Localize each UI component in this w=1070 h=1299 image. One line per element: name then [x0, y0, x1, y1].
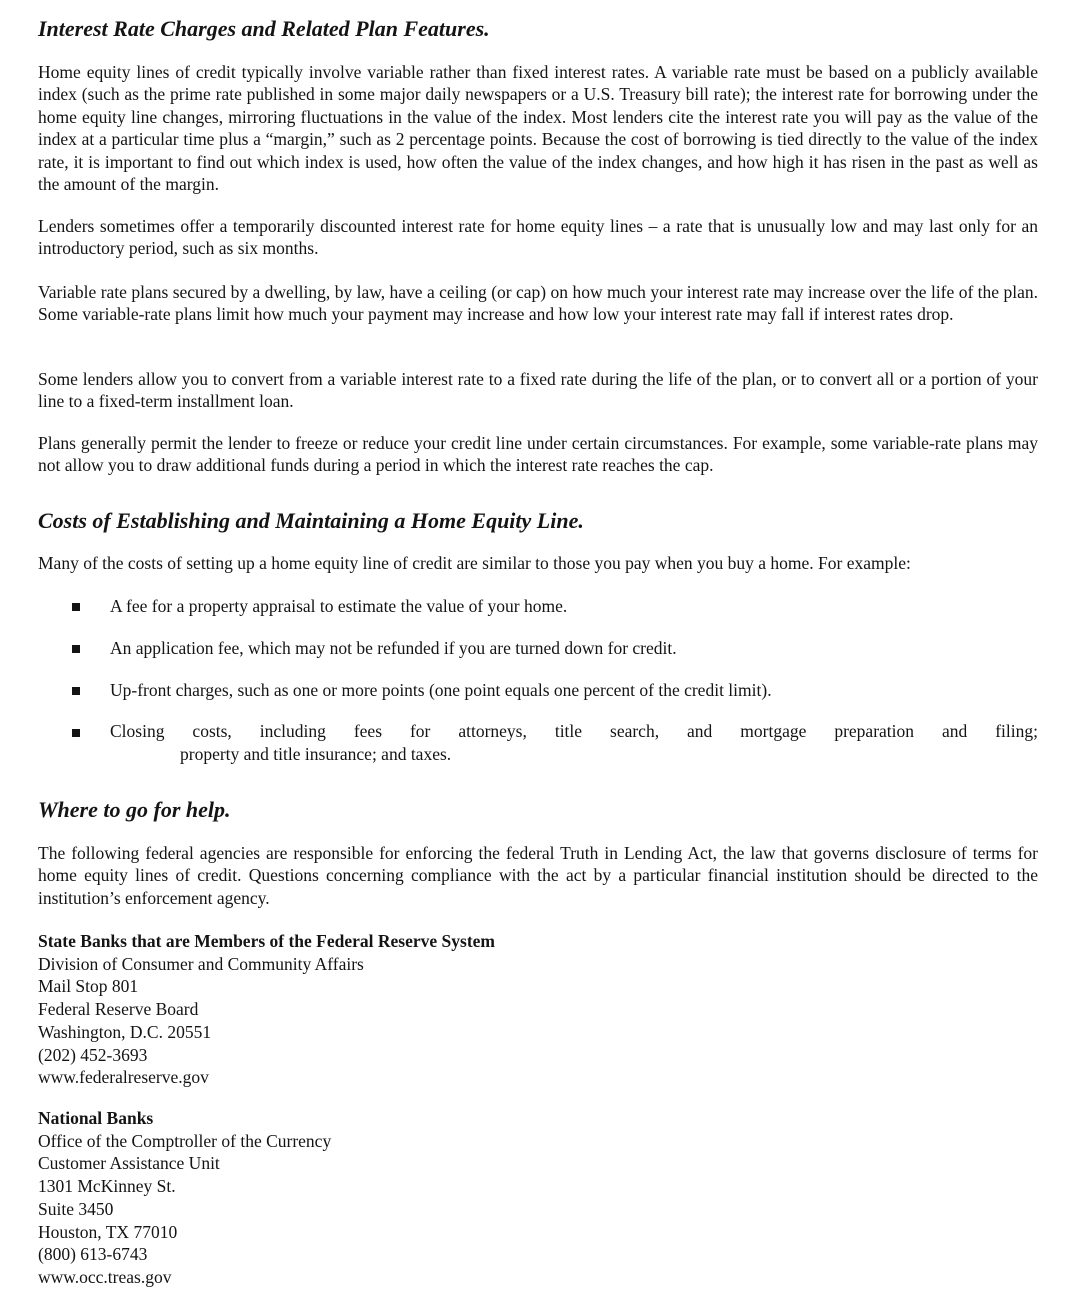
agency-website: www.federalreserve.gov — [38, 1067, 209, 1088]
closing-costs-line-1: Closing costs, including fees for attorneys, title search, and mortgage preparation and filing; — [110, 721, 1038, 741]
agency-federal-reserve — [38, 930, 495, 1089]
bullet-application-fee: An application fee, which may not be refunded if you are turned down for credit. — [110, 638, 677, 658]
costs-intro: Many of the costs of setting up a home equity line of credit are similar to those you pay when you buy a home. For example: — [38, 553, 911, 573]
bullet-marker — [72, 603, 80, 611]
agency-line: Suite 3450 — [38, 1198, 114, 1219]
section-title-interest-rate: Interest Rate Charges and Related Plan Features. — [38, 16, 490, 41]
section-title-costs: Costs of Establishing and Maintaining a Home Equity Line. — [38, 508, 584, 533]
bullet-marker — [72, 645, 80, 653]
bullet-marker — [72, 729, 80, 737]
bullet-closing-costs — [110, 720, 1038, 766]
agency-website: www.occ.treas.gov — [38, 1266, 172, 1287]
agency-line: Office of the Comptroller of the Currency — [38, 1130, 332, 1151]
paragraph-convert-rate: Some lenders allow you to convert from a variable interest rate to a fixed rate during the life of the plan, or to convert all or a portion of your line to a fixed-term installment loan. — [38, 369, 1038, 412]
bullet-appraisal-fee: A fee for a property appraisal to estimate the value of your home. — [110, 596, 568, 616]
bullet-marker — [72, 687, 80, 695]
agency-line: Customer Assistance Unit — [38, 1153, 220, 1174]
agency-heading: State Banks that are Members of the Federal Reserve System — [38, 931, 495, 951]
agency-heading: National Banks — [38, 1108, 154, 1128]
agency-line: Mail Stop 801 — [38, 976, 139, 997]
agency-line: 1301 McKinney St. — [38, 1176, 176, 1197]
agency-phone: (202) 452-3693 — [38, 1044, 148, 1065]
paragraph-discounted-rate: Lenders sometimes offer a temporarily discounted interest rate for home equity lines – a rate that is unusually low and may last only for an introductory period, such as six months. — [38, 216, 1038, 259]
paragraph-variable-rates: Home equity lines of credit typically involve variable rather than fixed interest rates. A variable rate must be based on a publicly available index (such as the prime rate published in some major daily newspapers or a U.S. Treasury bill rate); the interest rate for borrowing under the home equity line changes, mirroring fluctuations in the value of the index. Most lenders cite the interest rate you will pay as the value of the index at a particular time plus a “margin,” such as 2 percentage points. Because the cost of borrowing is tied directly to the value of the index rate, it is important to find out which index is used, how often the value of the index changes, and how high it has risen in the past as well as the amount of the margin. — [38, 62, 1038, 195]
paragraph-rate-cap: Variable rate plans secured by a dwelling, by law, have a ceiling (or cap) on how much your interest rate may increase over the life of the plan. Some variable-rate plans limit how much your payment may increase and how low your interest rate may fall if interest rates drop. — [38, 282, 1038, 325]
agency-phone: (800) 613-6743 — [38, 1244, 148, 1265]
agency-national-banks — [38, 1107, 331, 1289]
agency-line: Houston, TX 77010 — [38, 1221, 178, 1242]
section-title-help: Where to go for help. — [38, 797, 231, 822]
agency-line: Washington, D.C. 20551 — [38, 1021, 212, 1042]
paragraph-federal-agencies: The following federal agencies are responsible for enforcing the federal Truth in Lending Act, the law that governs disclosure of terms for home equity lines of credit. Questions concerning compliance with the act by a particular financial institution should be directed to the institution’s enforcement agency. — [38, 843, 1038, 908]
closing-costs-line-2: property and title insurance; and taxes. — [180, 744, 452, 764]
agency-line: Division of Consumer and Community Affairs — [38, 953, 364, 974]
bullet-up-front-charges: Up-front charges, such as one or more points (one point equals one percent of the credit limit). — [110, 680, 772, 700]
agency-line: Federal Reserve Board — [38, 999, 199, 1020]
paragraph-freeze-line: Plans generally permit the lender to freeze or reduce your credit line under certain circumstances. For example, some variable-rate plans may not allow you to draw additional funds during a period in which the interest rate reaches the cap. — [38, 433, 1038, 476]
